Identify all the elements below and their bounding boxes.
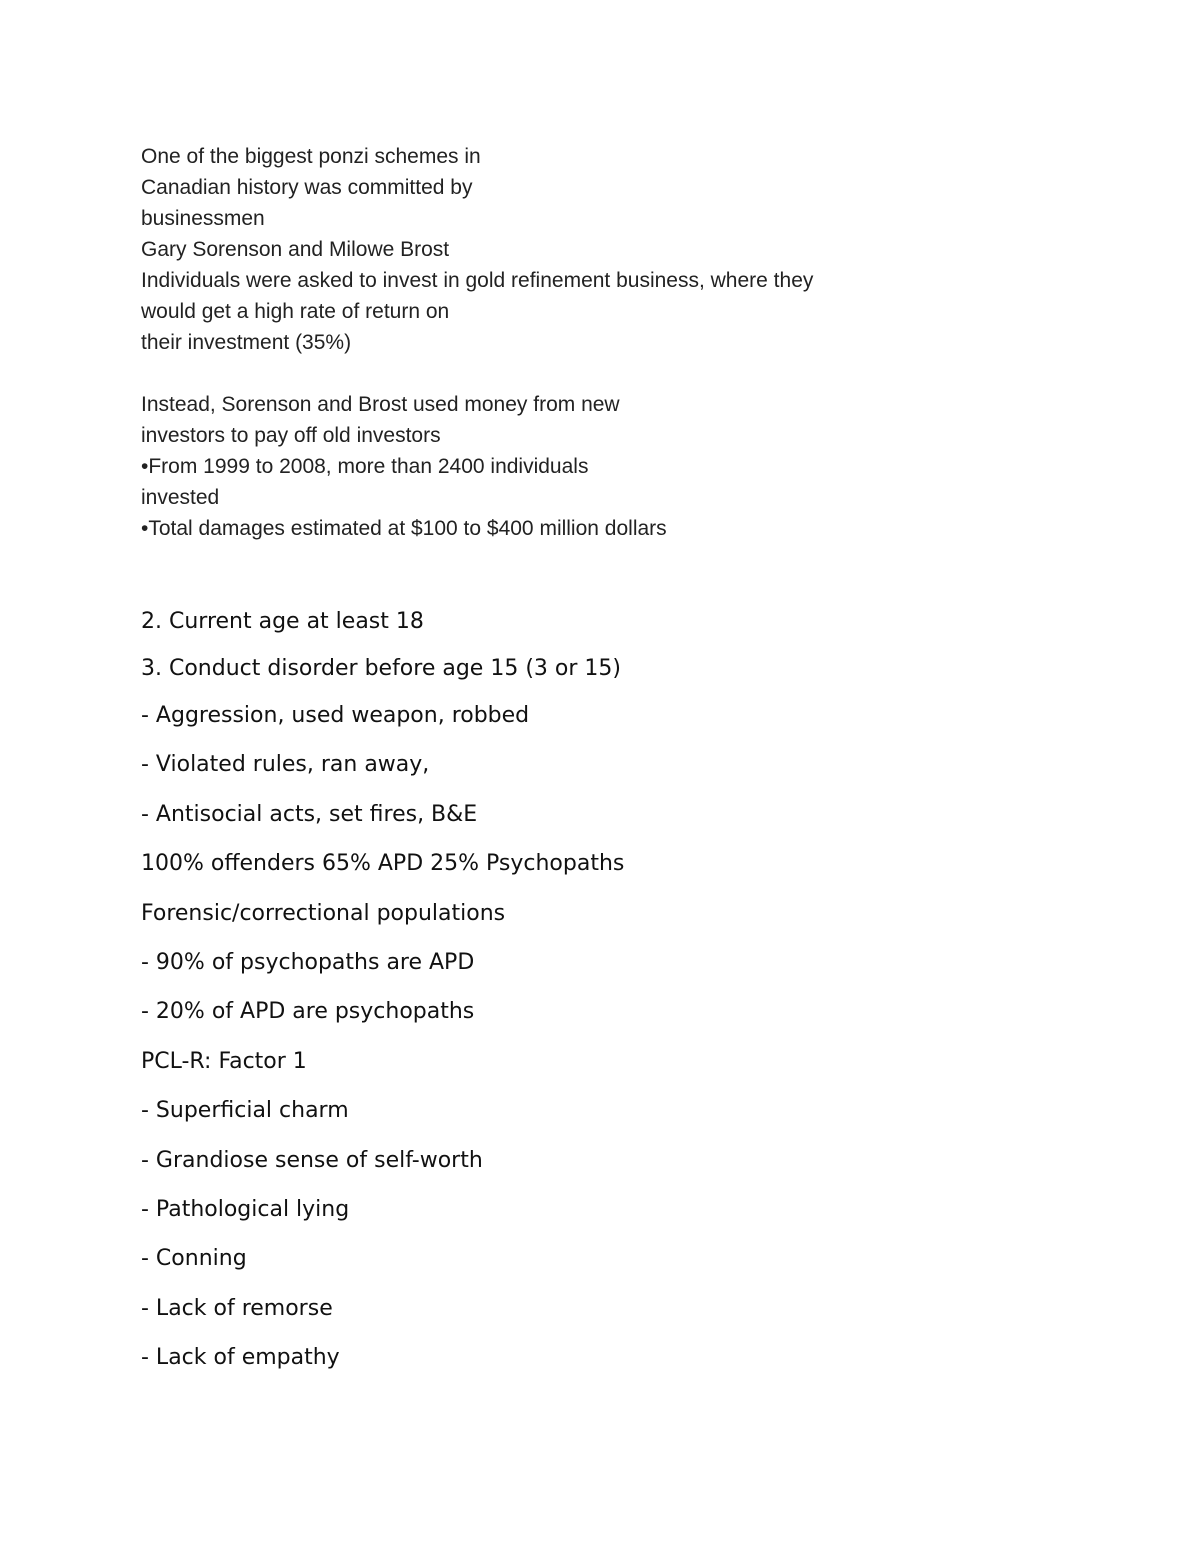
list-item: - Lack of remorse (141, 1295, 333, 1321)
list-item: - Pathological lying (141, 1196, 350, 1222)
heading-line: PCL-R: Factor 1 (141, 1048, 307, 1074)
text-line: Canadian history was committed by (141, 176, 473, 199)
bullet-line: •From 1999 to 2008, more than 2400 individuals (141, 455, 589, 478)
text-line: invested (141, 486, 220, 509)
text-line: Instead, Sorenson and Brost used money from new (141, 393, 620, 416)
list-item: - Superficial charm (141, 1098, 349, 1124)
ponzi-scheme-paragraph (141, 141, 1141, 544)
text-line: businessmen (141, 207, 265, 230)
list-item: - Grandiose sense of self-worth (141, 1147, 483, 1173)
text-line: would get a high rate of return on (141, 300, 450, 323)
criterion-line: 2. Current age at least 18 (141, 609, 424, 634)
list-item: - Conning (141, 1246, 247, 1272)
list-item: - 20% of APD are psychopaths (141, 999, 475, 1025)
text-line: Individuals were asked to invest in gold refinement business, where they (141, 269, 814, 292)
list-item: - Violated rules, ran away, (141, 752, 430, 778)
heading-line: Forensic/correctional populations (141, 900, 506, 926)
apd-notes-list (141, 605, 1141, 1390)
list-item: - Lack of empathy (141, 1345, 340, 1371)
criterion-line: 3. Conduct disorder before age 15 (3 or 15) (141, 656, 621, 681)
list-item: - 90% of psychopaths are APD (141, 949, 475, 975)
text-line: investors to pay off old investors (141, 424, 441, 447)
list-item: - Antisocial acts, set fires, B&E (141, 801, 478, 827)
text-line: their investment (35%) (141, 331, 352, 354)
list-item: - Aggression, used weapon, robbed (141, 703, 530, 728)
text-line: One of the biggest ponzi schemes in (141, 145, 481, 168)
statistic-line: 100% offenders 65% APD 25% Psychopaths (141, 851, 625, 877)
bullet-line: •Total damages estimated at $100 to $400 million dollars (141, 517, 667, 540)
text-line: Gary Sorenson and Milowe Brost (141, 238, 450, 261)
blank-line (141, 358, 1141, 389)
